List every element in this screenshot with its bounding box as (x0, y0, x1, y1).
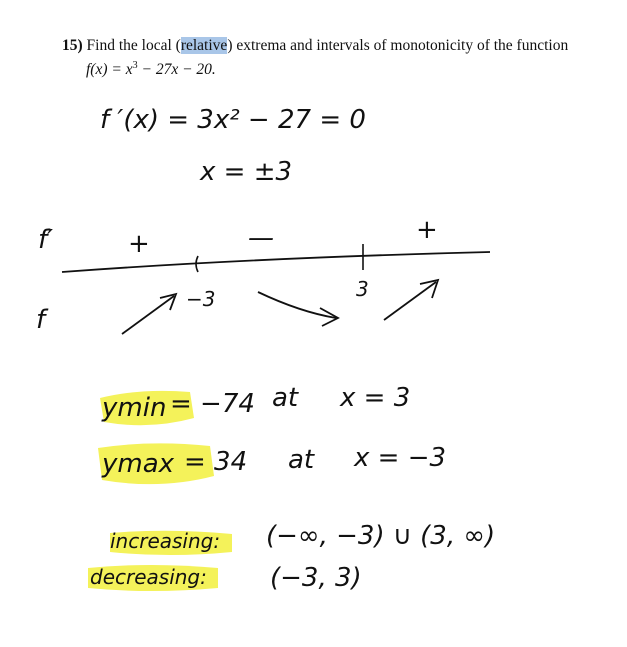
monotonicity-arrows (122, 280, 438, 334)
function-lhs: f(x) = x (86, 61, 133, 79)
problem-number: 15) (62, 37, 83, 54)
increasing-interval: (−∞, −3) ∪ (3, ∞) (266, 521, 496, 551)
ymax-x: x = −3 (354, 443, 447, 473)
derivative-equation: f ′(x) = 3x² − 27 = 0 (100, 105, 366, 135)
fprime-label: f′ (38, 225, 54, 255)
arrow-up-left (122, 296, 174, 334)
ymax-value: = 34 (184, 447, 248, 477)
problem-text-before: Find the local ( (86, 37, 181, 54)
arrow-up-right (384, 282, 436, 320)
critical-point-left: −3 (186, 287, 216, 311)
function-rhs: − 27x − 20. (137, 61, 216, 79)
sign-left: + (128, 229, 150, 259)
critical-point-right: 3 (356, 277, 369, 301)
ymin-label: ymin (102, 393, 167, 423)
increasing-label: increasing: (110, 529, 221, 553)
arrow-down-middle (258, 292, 336, 318)
ymin-at: at (272, 383, 299, 413)
critical-roots: x = ±3 (200, 157, 293, 187)
problem-text-after: ) extrema and intervals of monotonicity of the function (227, 37, 569, 54)
sign-right: + (416, 215, 438, 245)
relative-highlight: relative (180, 37, 228, 54)
ymin-value: = −74 (170, 389, 255, 419)
f-label: f (36, 305, 46, 335)
decreasing-label: decreasing: (90, 565, 207, 589)
decreasing-interval: (−3, 3) (270, 563, 362, 593)
sign-middle: — (248, 223, 274, 253)
ymin-x: x = 3 (340, 383, 411, 413)
ymax-label: ymax (102, 449, 175, 479)
ymax-at: at (288, 445, 315, 475)
function-exponent: 3 (132, 60, 138, 71)
number-line (62, 252, 490, 272)
